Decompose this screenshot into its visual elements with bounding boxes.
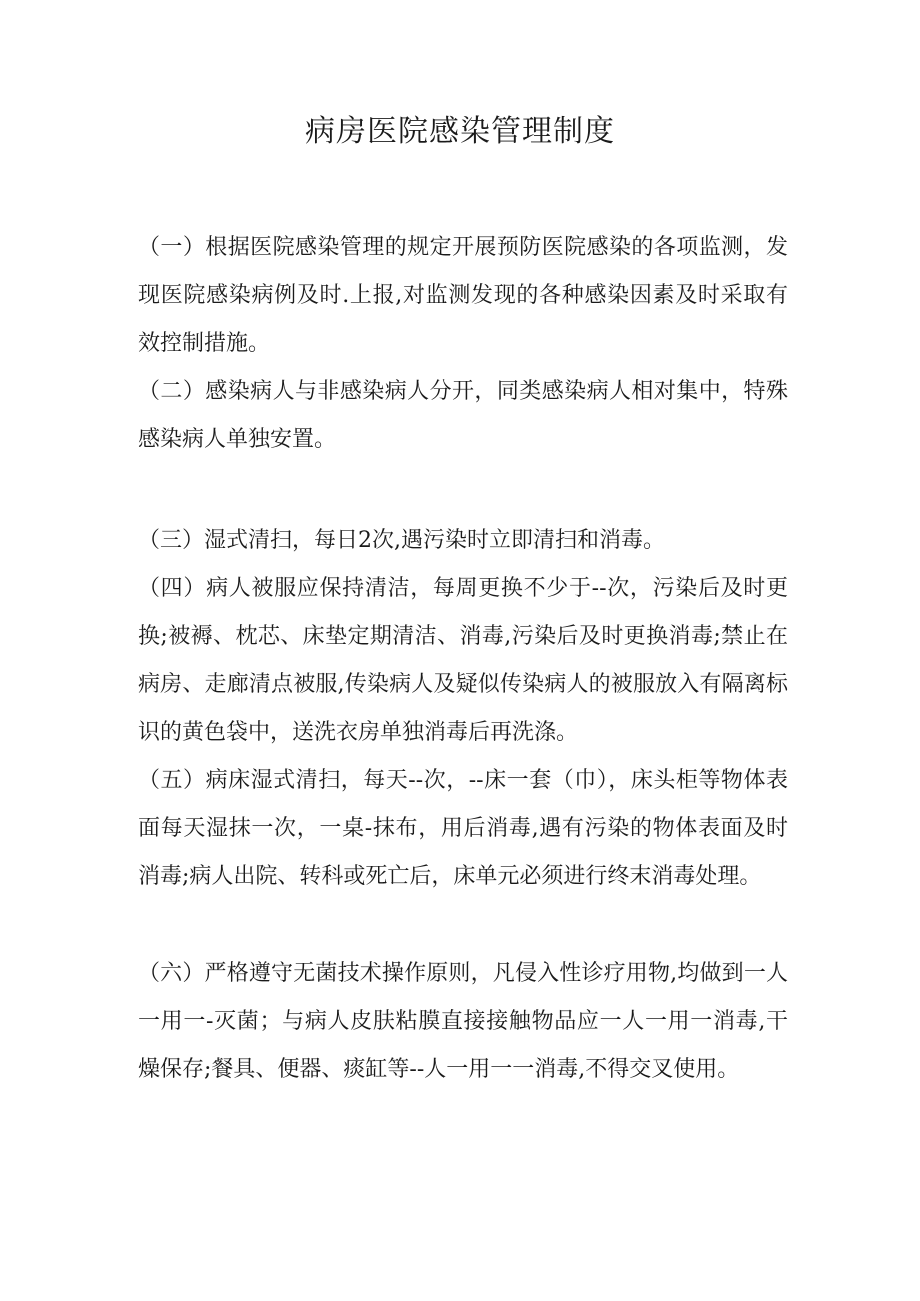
clause-number: （三）	[138, 528, 205, 553]
clause-6	[138, 950, 788, 1094]
clause-text: 病人被服应保持清洁，每周更换不少于--次，污染后及时更换;被褥、枕芯、床垫定期清洁、消毒,污染后及时更换消毒;禁止在病房、走廊清点被服,传染病人及疑似传染病人的被服放入有隔离标识的黄色袋中，送洗衣房单独消毒后再洗涤。	[138, 576, 788, 745]
clause-text: 严格遵守无菌技术操作原则，凡侵入性诊疗用物,均做到一人一用一-灭菌；与病人皮肤粘膜直接接触物品应一人一用一消毒,干燥保存;餐具、便器、痰缸等--人一用一一消毒,不得交叉使用。	[138, 961, 788, 1082]
clause-number: （四）	[138, 576, 207, 601]
clause-text: 病床湿式清扫，每天--次，--床一套（巾），床头柜等物体表面每天湿抹一次，一桌-抹布，用后消毒,遇有污染的物体表面及时消毒;病人出院、转科或死亡后，床单元必须进行终末消毒处理。	[138, 768, 788, 889]
clause-4	[138, 565, 788, 757]
clause-text: 湿式清扫，每日2次,遇污染时立即清扫和消毒。	[204, 528, 666, 553]
clause-number: （一）	[138, 235, 206, 260]
clause-number: （六）	[138, 961, 205, 986]
clause-3	[138, 517, 788, 565]
clause-number: （二）	[138, 379, 206, 404]
clause-number: （五）	[138, 768, 206, 793]
clause-5	[138, 757, 788, 901]
clause-2	[138, 368, 788, 464]
clause-text: 根据医院感染管理的规定开展预防医院感染的各项监测，发现医院感染病例及时.上报,对监测发现的各种感染因素及时采取有效控制措施。	[138, 235, 788, 356]
clause-text: 感染病人与非感染病人分开，同类感染病人相对集中，特殊感染病人单独安置。	[138, 379, 788, 452]
clause-1	[138, 224, 788, 368]
document-title: 病房医院感染管理制度	[305, 114, 615, 149]
